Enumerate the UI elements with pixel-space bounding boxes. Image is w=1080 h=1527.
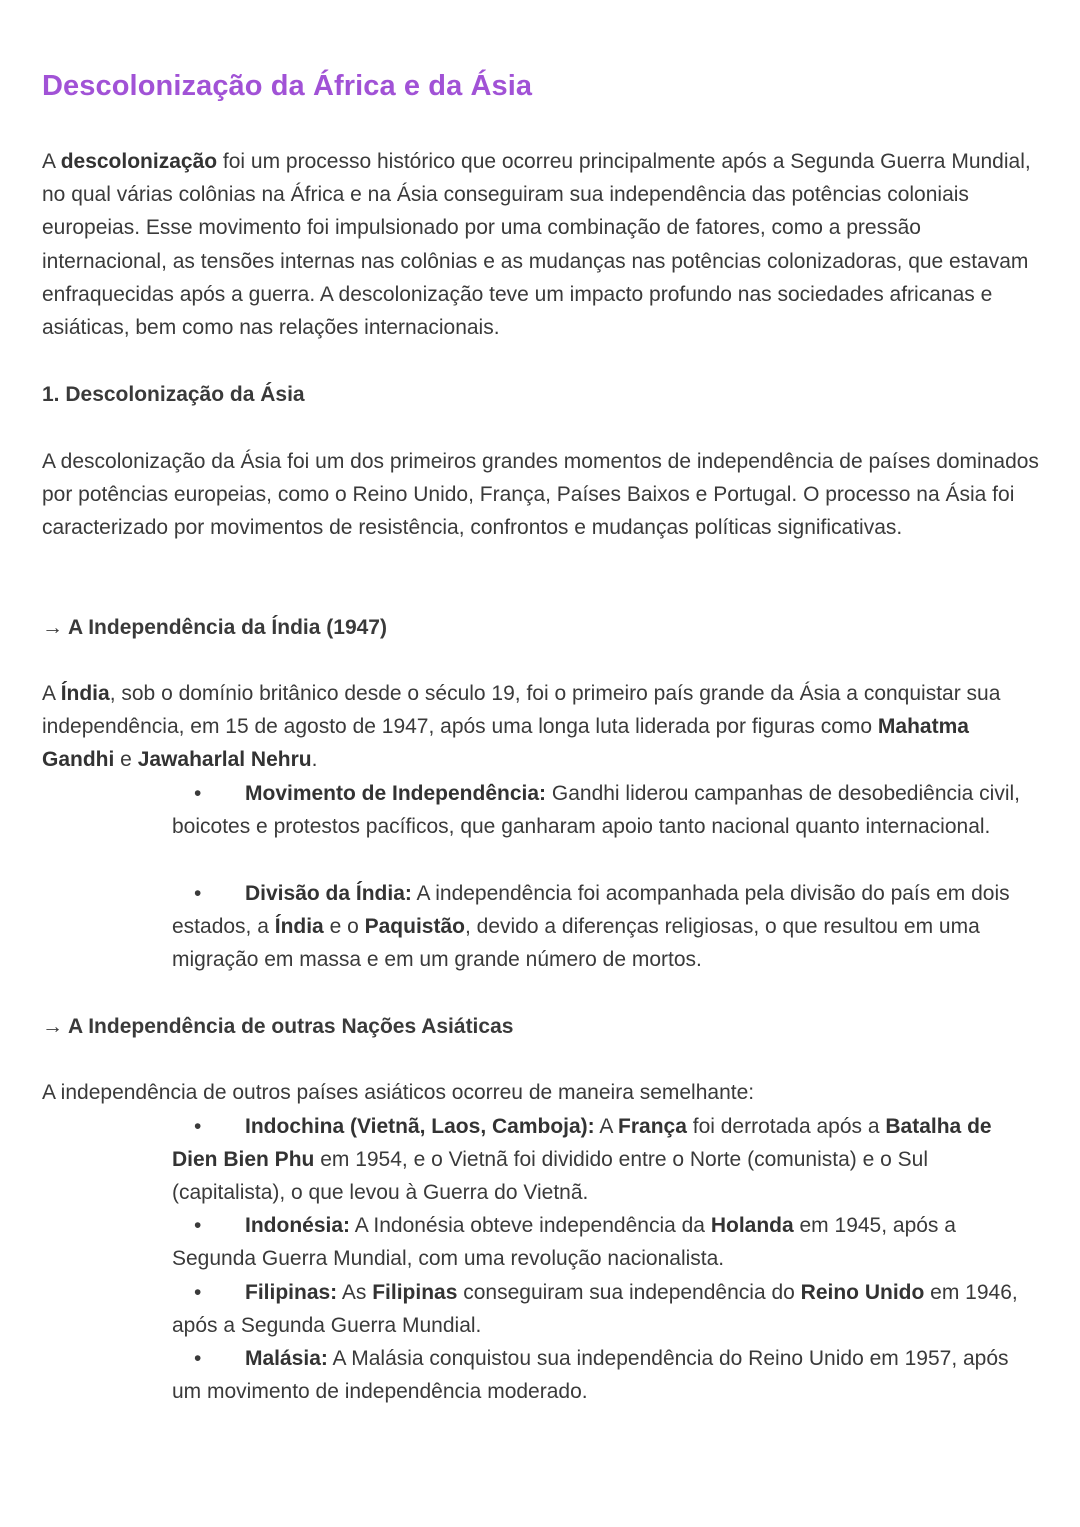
- text: A Malásia conquistou sua independência do Reino Unido em 1957, após um movimento de independência moderado.: [172, 1347, 1009, 1404]
- text: A Indonésia obteve independência da: [350, 1214, 711, 1237]
- text: .: [311, 748, 318, 772]
- others-intro: A independência de outros países asiáticos ocorreu de maneira semelhante:: [42, 1081, 755, 1104]
- bold-term: Jawaharlal Nehru: [137, 748, 312, 772]
- text: A independência foi acompanhada pela divisão do país em dois estados, a: [172, 882, 1010, 939]
- list-item: [172, 1209, 1038, 1275]
- subheading-other-nations: [42, 1010, 1042, 1043]
- text: em 1945, após a Segunda Guerra Mundial, com uma revolução nacionalista.: [172, 1214, 956, 1271]
- text: e: [114, 748, 138, 772]
- list-item: [172, 777, 1038, 843]
- bold-term: Mahatma Gandhi: [42, 715, 969, 772]
- text: A: [42, 682, 61, 705]
- section-heading-asia: 1. Descolonização da Ásia: [42, 383, 305, 406]
- bullet-icon: •: [194, 1214, 202, 1237]
- bullet-icon: •: [194, 1347, 202, 1370]
- bullet-label: Indochina (Vietnã, Laos, Camboja):: [245, 1115, 595, 1138]
- bold-term: descolonização: [60, 150, 218, 173]
- list-item: [172, 1276, 1038, 1342]
- page-title: Descolonização da África e da Ásia: [42, 70, 533, 102]
- arrow-right-icon: →: [42, 1015, 63, 1038]
- bold-term: Holanda: [710, 1214, 794, 1237]
- text: Gandhi liderou campanhas de desobediência civil, boicotes e protestos pacíficos, que ganharam apoio tanto nacional quanto internacional.: [172, 782, 1021, 839]
- bold-term: Paquistão: [364, 915, 465, 939]
- text: A: [594, 1115, 619, 1138]
- bullet-label: Indonésia:: [245, 1214, 351, 1237]
- india-paragraph: [42, 677, 1042, 777]
- text: e o: [323, 915, 365, 939]
- bullet-label: Movimento de Independência:: [245, 782, 547, 805]
- bullet-label: Divisão da Índia:: [245, 882, 412, 905]
- text: conseguiram sua independência do: [457, 1281, 801, 1304]
- list-item: [172, 1110, 1038, 1210]
- bullet-label: Malásia:: [245, 1347, 328, 1370]
- bold-term: Índia: [274, 915, 324, 939]
- intro-paragraph: [42, 145, 1042, 344]
- text: A: [42, 150, 61, 173]
- arrow-right-icon: →: [42, 616, 63, 639]
- bullet-icon: •: [194, 1115, 202, 1138]
- asia-paragraph: A descolonização da Ásia foi um dos primeiros grandes momentos de independência de países dominados por potências europeias, como o Reino Unido, França, Países Baixos e Portugal. O processo na Ásia foi caracterizado por movimentos de resistência, confrontos e mudanças políticas significativas.: [42, 450, 1039, 540]
- bold-term: Índia: [60, 682, 110, 705]
- bold-term: França: [618, 1115, 687, 1138]
- list-item: [172, 877, 1038, 977]
- text: foi um processo histórico que ocorreu principalmente após a Segunda Guerra Mundial, no qual várias colônias na África e na Ásia conseguiram sua independência das potências coloniais europeias. Esse movimento foi impulsionado por uma combinação de fatores, como a pressão internacional, as tensões internas nas colônias e as mudanças nas potências colonizadoras, que estavam enfraquecidas após a guerra. A descolonização teve um impacto profundo nas sociedades africanas e asiáticas, bem como nas relações internacionais.: [42, 150, 1031, 340]
- subheading-text: A Independência da Índia (1947): [68, 616, 387, 639]
- bold-term: Filipinas: [372, 1281, 458, 1304]
- list-item: [172, 1342, 1038, 1408]
- text: em 1946, após a Segunda Guerra Mundial.: [172, 1281, 1018, 1338]
- text: foi derrotada após a: [686, 1115, 886, 1138]
- bullet-icon: •: [194, 882, 202, 905]
- text: em 1954, e o Vietnã foi dividido entre o Norte (comunista) e o Sul (capitalista), o que levou à Guerra do Vietnã.: [172, 1148, 928, 1205]
- bold-term: Reino Unido: [800, 1281, 925, 1304]
- text: As: [337, 1281, 373, 1304]
- bullet-icon: •: [194, 1281, 202, 1304]
- text: , devido a diferenças religiosas, o que resultou em uma migração em massa e em um grande número de mortos.: [172, 915, 980, 972]
- bullet-label: Filipinas:: [245, 1281, 338, 1304]
- bold-term: Batalha de Dien Bien Phu: [172, 1115, 992, 1172]
- subheading-text: A Independência de outras Nações Asiáticas: [68, 1015, 514, 1038]
- subheading-india: [42, 611, 1042, 644]
- bullet-icon: •: [194, 782, 202, 805]
- text: , sob o domínio britânico desde o século 19, foi o primeiro país grande da Ásia a conquistar sua independência, em 15 de agosto de 1947, após uma longa luta liderada por figuras como: [42, 682, 1001, 739]
